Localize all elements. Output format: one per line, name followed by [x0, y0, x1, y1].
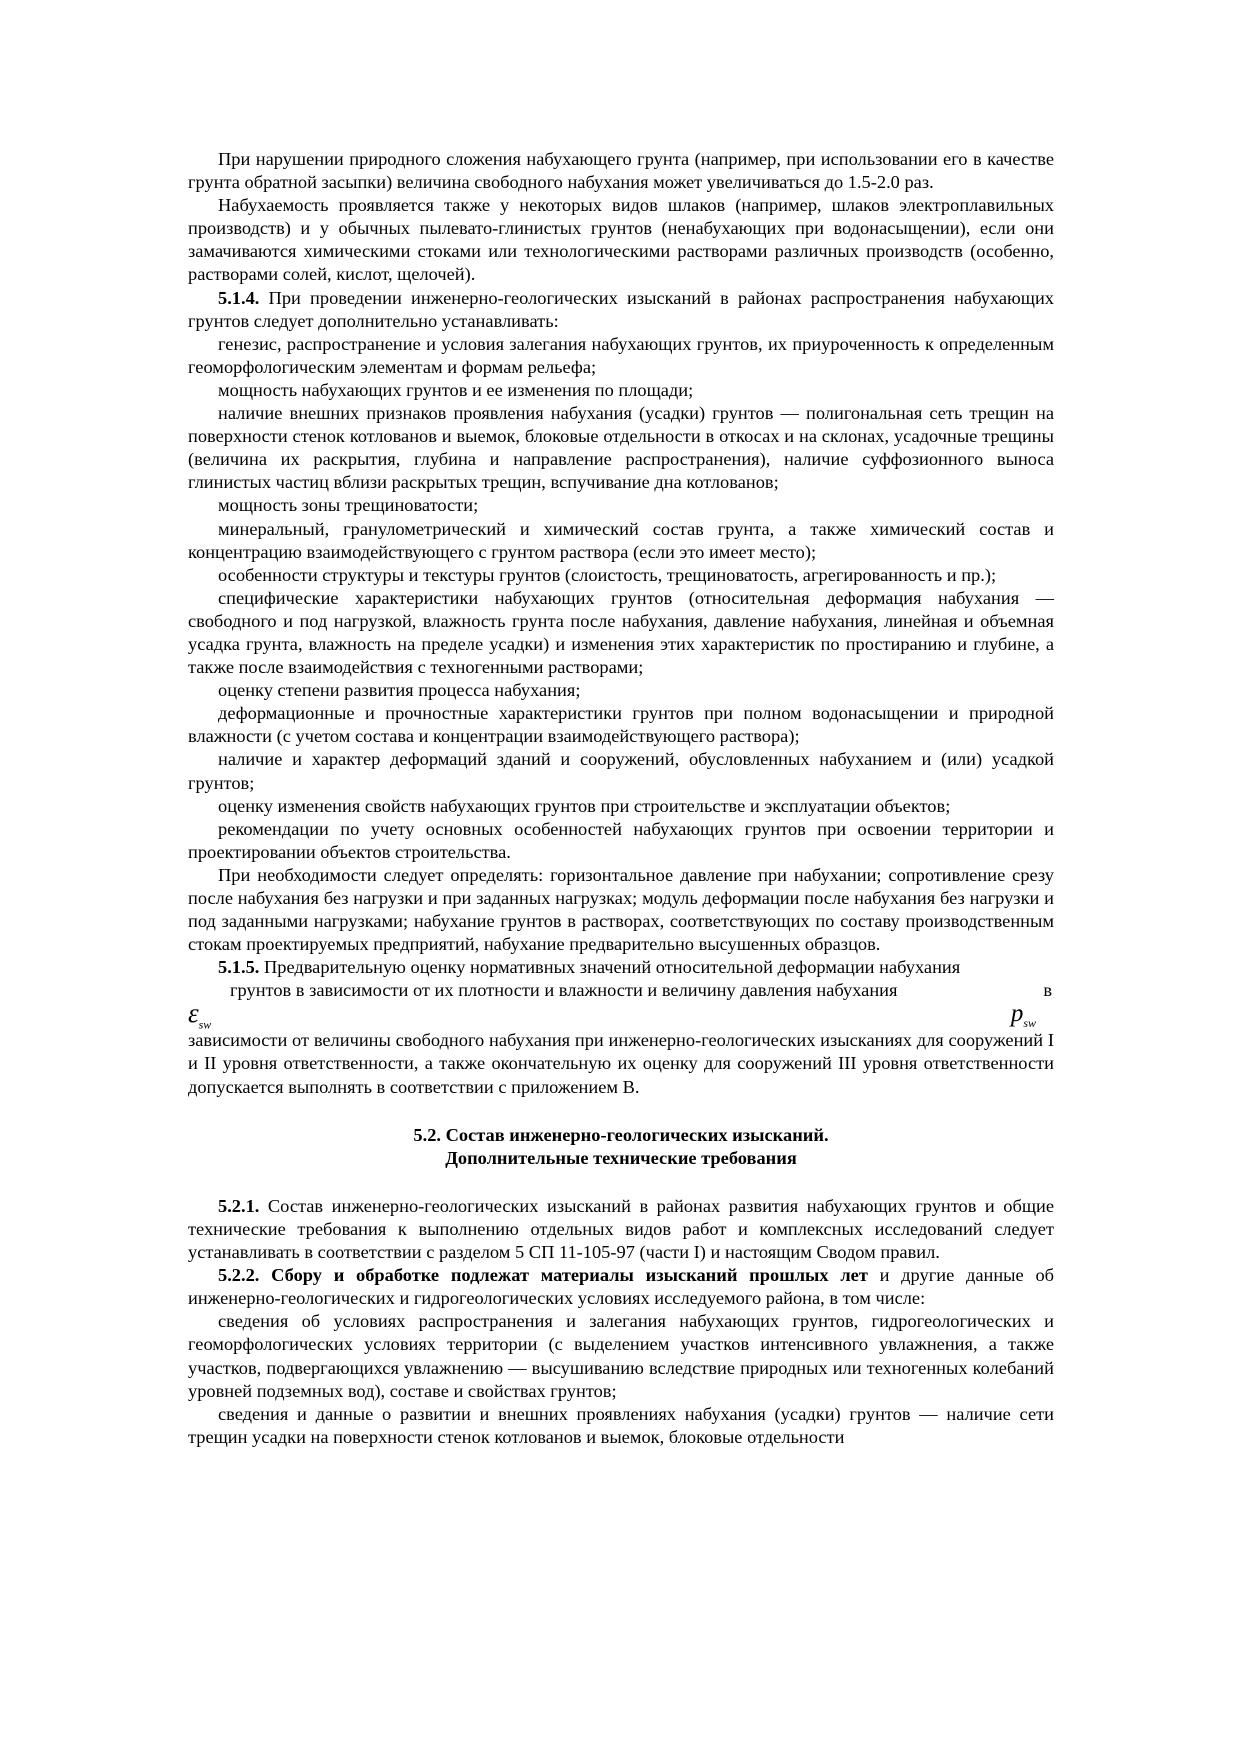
- clause-number: 5.2.1.: [218, 1195, 260, 1216]
- clause-5-1-5-line1: [188, 956, 1054, 979]
- paragraph: При необходимости следует определять: горизонтальное давление при набухании; сопротивление срезу после набухания без нагрузки и при заданных нагрузках; модуль деформации после набухания без нагрузки и под заданными нагрузками; набухание грунтов в растворах, соответствующих по составу производственным стокам проектируемых предприятий, набухание предварительно высушенных образцов.: [188, 864, 1054, 955]
- p-symbol: $p_{sw}$: [1010, 1000, 1036, 1031]
- clause-number: 5.2.2.: [218, 1265, 260, 1286]
- formula-row: [188, 979, 1054, 1032]
- document-page: [188, 148, 1054, 1449]
- clause-5-2-1: [188, 1195, 1054, 1264]
- section-heading: [188, 1124, 1054, 1170]
- clause-text: При проведении инженерно-геологических изысканий в районах распространения набухающих грунтов следует дополнительно устанавливать:: [188, 287, 1054, 331]
- heading-line: Дополнительные технические требования: [445, 1147, 797, 1168]
- paragraph: При нарушении природного сложения набухающего грунта (например, при использовании его в качестве грунта обратной засыпки) величина свободного набухания может увеличиваться до 1.5-2.0 раз.: [188, 149, 1054, 193]
- paragraph: Набухаемость проявляется также у некоторых видов шлаков (например, шлаков электроплавильных производств) и у обычных пылевато-глинистых грунтов (ненабухающих при водонасыщении), если они замачиваются химическими стоками или технологическими растворами различных производств (особенно, растворами солей, кислот, щелочей).: [188, 195, 1054, 285]
- list-item: особенности структуры и текстуры грунтов (слоистость, трещиноватость, агрегированность и пр.);: [218, 564, 997, 585]
- list-item: наличие внешних признаков проявления набухания (усадки) грунтов — полигональная сеть трещин на поверхности стенок котлованов и выемок, блоковые отдельности в откосах и на склонах, усадочные трещины (величина их раскрытия, глубина и направление распространения), наличие суффозионного выноса глинистых частиц вблизи раскрытых трещин, вспучивание дна котлованов;: [188, 403, 1054, 493]
- clause-text: Предварительную оценку нормативных значений относительной деформации набухания: [259, 957, 961, 978]
- clause-text-trail: в: [1043, 980, 1052, 1001]
- list-item: оценку изменения свойств набухающих грунтов при строительстве и эксплуатации объектов;: [218, 795, 951, 816]
- list-item: специфические характеристики набухающих грунтов (относительная деформация набухания — свободного и под нагрузкой, влажность грунта после набухания, давление набухания, линейная и объемная усадка грунта, влажность на пределе усадки) и изменения этих характеристик по простиранию и глубине, а также после взаимодействия с техногенными растворами;: [188, 587, 1054, 678]
- clause-bold-text: Сбору и обработке подлежат материалы изысканий прошлых лет: [259, 1265, 868, 1286]
- list-item: рекомендации по учету основных особенностей набухающих грунтов при освоении территории и проектировании объектов строительства.: [188, 818, 1054, 862]
- clause-5-2-2: [188, 1264, 1054, 1310]
- epsilon-symbol: $\varepsilon_{sw}$: [188, 998, 212, 1032]
- clause-text: и другие данные об инженерно-геологических и гидрогеологических условиях исследуемого района, в том числе:: [188, 1265, 1054, 1309]
- list-item: генезис, распространение и условия залегания набухающих грунтов, их приуроченность к определенным геоморфологическим элементам и формам рельефа;: [188, 333, 1054, 377]
- clause-number: 5.1.4.: [218, 287, 260, 308]
- list-item: сведения и данные о развитии и внешних проявлениях набухания (усадки) грунтов — наличие сети трещин усадки на поверхности стенок котлованов и выемок, блоковые отдельности: [188, 1403, 1054, 1447]
- clause-text: Состав инженерно-геологических изысканий в районах развития набухающих грунтов и общие технические требования к выполнению отдельных видов работ и комплексных исследований следует устанавливать в соответствии с разделом 5 СП 11-105-97 (части I) и настоящим Сводом правил.: [188, 1195, 1054, 1263]
- clause-text-rest: зависимости от величины свободного набухания при инженерно-геологических изысканиях для сооружений I и II уровня ответственности, а также окончательную их оценку для сооружений III уровня ответственности допускается выполнять в соответствии с приложением В.: [188, 1030, 1054, 1097]
- list-item: сведения об условиях распространения и залегания набухающих грунтов, гидрогеологических и геоморфологических условиях территории (с выделением участков интенсивного увлажнения, а также участков, подвергающихся увлажнению — высушиванию вследствие природных или техногенных колебаний уровней подземных вод), составе и свойствах грунтов;: [188, 1311, 1054, 1401]
- list-item: деформационные и прочностные характеристики грунтов при полном водонасыщении и природной влажности (с учетом состава и концентрации взаимодействующего раствора);: [188, 703, 1054, 747]
- list-item: оценку степени развития процесса набухания;: [218, 680, 581, 701]
- list-item: наличие и характер деформаций зданий и сооружений, обусловленных набуханием и (или) усадкой грунтов;: [188, 749, 1054, 793]
- clause-text-line2: грунтов в зависимости от их плотности и влажности и величину давления набухания: [230, 980, 898, 1001]
- clause-5-1-4: [188, 287, 1054, 333]
- list-item: мощность набухающих грунтов и ее изменения по площади;: [218, 379, 694, 400]
- list-item: минеральный, гранулометрический и химический состав грунта, а также химический состав и концентрацию взаимодействующего с грунтом раствора (если это имеет место);: [188, 518, 1054, 562]
- clause-number: 5.1.5.: [218, 957, 260, 978]
- heading-line: 5.2. Состав инженерно-геологических изысканий.: [413, 1124, 829, 1145]
- list-item: мощность зоны трещиноватости;: [218, 495, 479, 516]
